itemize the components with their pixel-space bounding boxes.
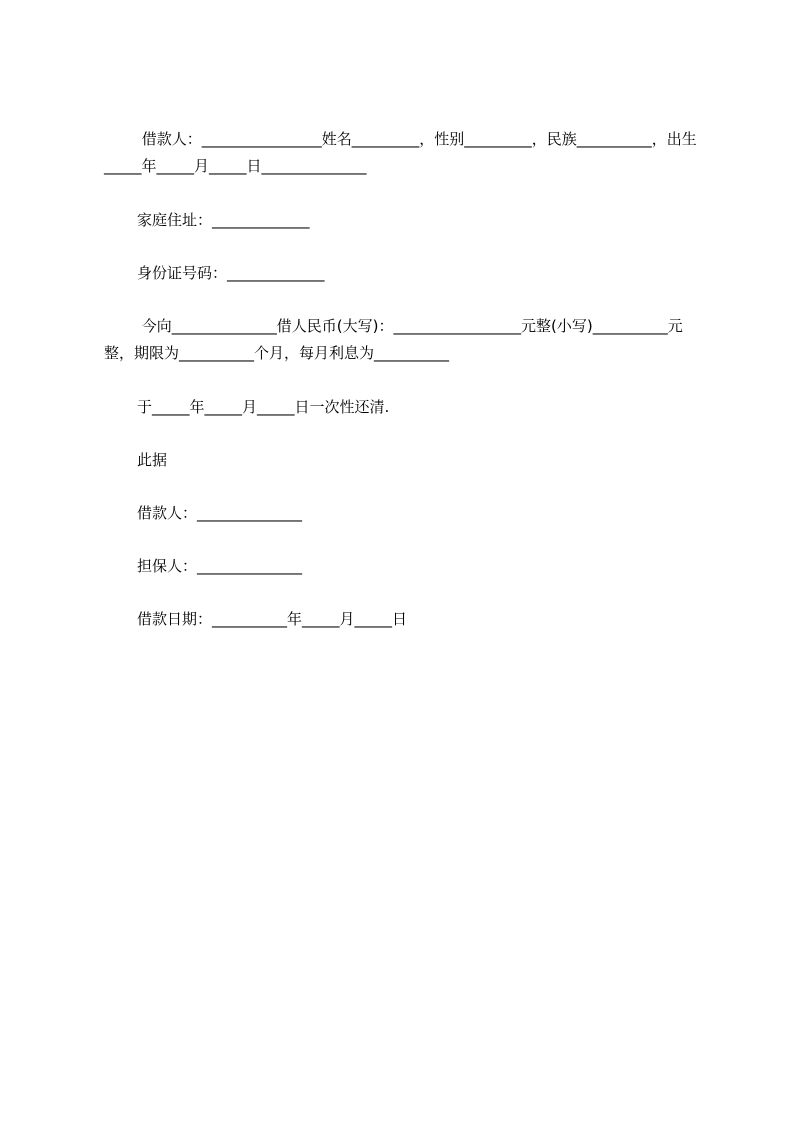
home-address-line: 家庭住址：_____________ (137, 211, 310, 229)
hereby-line: 此据 (137, 451, 168, 469)
borrower-info-paragraph: 借款人：________________姓名_________，性别_________，民族__________，出生_____年_____月_____日______________ (104, 130, 697, 175)
guarantor-signature-line: 担保人：______________ (137, 557, 303, 575)
loan-terms-paragraph: 今向______________借人民币(大写)：_________________元整(小写)__________元整，期限为__________个月，每月利息为__________ (104, 317, 683, 362)
loan-date-line: 借款日期：__________年_____月_____日 (137, 610, 408, 628)
repayment-date-line: 于_____年_____月_____日一次性还清. (137, 398, 390, 416)
borrower-signature-line: 借款人：______________ (137, 504, 303, 522)
id-number-line: 身份证号码：_____________ (137, 264, 325, 282)
